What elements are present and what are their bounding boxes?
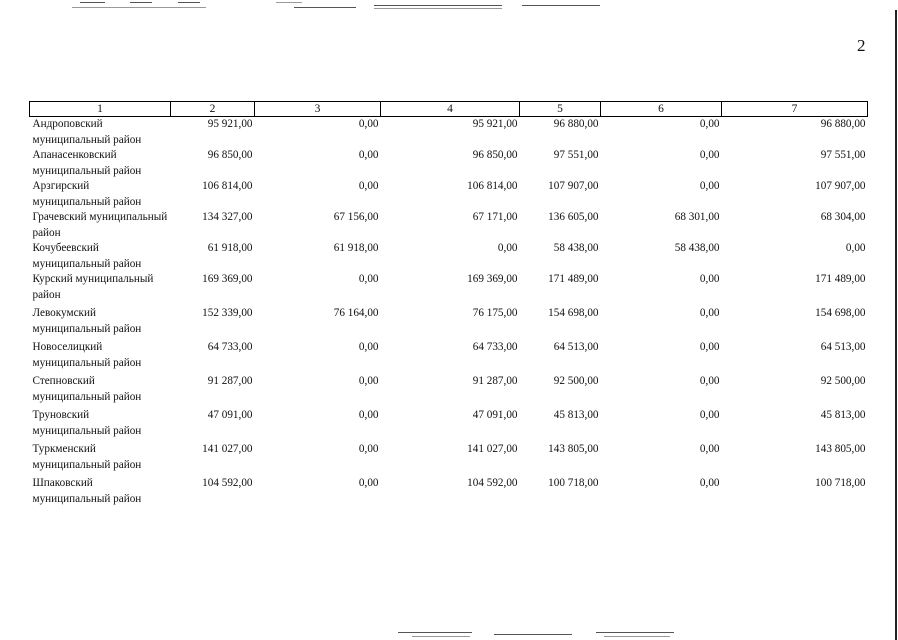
scan-artifact-line (72, 7, 206, 8)
district-name-cell: Грачевский муниципальный район (32, 211, 168, 239)
scan-artifact-line (374, 8, 502, 9)
table-row (30, 442, 868, 476)
value-cell: 58 438,00 (553, 242, 599, 254)
value-cell: 58 438,00 (674, 242, 720, 254)
column-header: 1 (30, 102, 171, 117)
value-cell: 143 805,00 (548, 443, 599, 455)
district-name-cell: Левокумский муниципальный район (32, 307, 142, 335)
value-cell: 0,00 (699, 375, 720, 387)
value-cell: 95 921,00 (472, 118, 518, 130)
table-row (30, 374, 868, 408)
table-row (30, 179, 868, 210)
table-row (30, 210, 868, 241)
value-cell: 0,00 (358, 118, 379, 130)
value-cell: 0,00 (699, 307, 720, 319)
value-cell: 68 301,00 (674, 211, 720, 223)
value-cell: 0,00 (358, 180, 379, 192)
scan-artifact-line (130, 2, 152, 3)
table-row (30, 340, 868, 374)
scan-artifact-line (522, 5, 600, 6)
column-header: 7 (722, 102, 868, 117)
scan-artifact-line (276, 2, 302, 3)
value-cell: 45 813,00 (553, 409, 599, 421)
scan-artifact-line (178, 2, 200, 3)
value-cell: 154 698,00 (815, 307, 866, 319)
value-cell: 0,00 (699, 477, 720, 489)
scan-artifact-line (294, 7, 356, 8)
value-cell: 96 850,00 (472, 149, 518, 161)
value-cell: 136 605,00 (548, 211, 599, 223)
value-cell: 141 027,00 (202, 443, 253, 455)
value-cell: 107 907,00 (548, 180, 599, 192)
value-cell: 96 880,00 (553, 118, 599, 130)
value-cell: 100 718,00 (815, 477, 866, 489)
value-cell: 154 698,00 (548, 307, 599, 319)
district-name-cell: Кочубеевский муниципальный район (32, 242, 142, 270)
scan-artifact-line (494, 634, 572, 635)
value-cell: 76 164,00 (333, 307, 379, 319)
table-row (30, 117, 868, 149)
value-cell: 104 592,00 (202, 477, 253, 489)
value-cell: 104 592,00 (467, 477, 518, 489)
value-cell: 45 813,00 (820, 409, 866, 421)
scan-artifact-line (398, 632, 472, 633)
value-cell: 67 156,00 (333, 211, 379, 223)
district-name-cell: Шпаковский муниципальный район (32, 477, 142, 505)
value-cell: 0,00 (358, 341, 379, 353)
scan-artifact-line (412, 636, 470, 637)
value-cell: 47 091,00 (472, 409, 518, 421)
value-cell: 67 171,00 (472, 211, 518, 223)
table-row (30, 148, 868, 179)
value-cell: 96 880,00 (820, 118, 866, 130)
value-cell: 0,00 (358, 443, 379, 455)
column-header: 5 (520, 102, 601, 117)
value-cell: 61 918,00 (333, 242, 379, 254)
value-cell: 169 369,00 (467, 273, 518, 285)
value-cell: 61 918,00 (207, 242, 253, 254)
value-cell: 68 304,00 (820, 211, 866, 223)
value-cell: 100 718,00 (548, 477, 599, 489)
scan-artifact-line (604, 636, 670, 637)
page-number: 2 (857, 36, 866, 55)
table-header-row (30, 102, 868, 117)
column-header: 2 (171, 102, 255, 117)
budget-table (29, 101, 868, 510)
district-name-cell: Туркменский муниципальный район (32, 443, 142, 471)
value-cell: 64 513,00 (553, 341, 599, 353)
value-cell: 92 500,00 (820, 375, 866, 387)
value-cell: 0,00 (699, 341, 720, 353)
value-cell: 96 850,00 (207, 149, 253, 161)
value-cell: 0,00 (699, 409, 720, 421)
value-cell: 47 091,00 (207, 409, 253, 421)
value-cell: 106 814,00 (467, 180, 518, 192)
district-name-cell: Курский муниципальный район (32, 273, 154, 301)
value-cell: 107 907,00 (815, 180, 866, 192)
district-name-cell: Новоселицкий муниципальный район (32, 341, 142, 369)
value-cell: 0,00 (358, 375, 379, 387)
value-cell: 64 733,00 (207, 341, 253, 353)
scan-artifact-line (596, 632, 674, 633)
value-cell: 171 489,00 (815, 273, 866, 285)
district-name-cell: Степновский муниципальный район (32, 375, 142, 403)
value-cell: 0,00 (699, 443, 720, 455)
value-cell: 169 369,00 (202, 273, 253, 285)
district-name-cell: Труновский муниципальный район (32, 409, 142, 437)
scan-artifact-line (80, 2, 105, 3)
value-cell: 97 551,00 (553, 149, 599, 161)
table-row (30, 272, 868, 306)
value-cell: 91 287,00 (472, 375, 518, 387)
value-cell: 106 814,00 (202, 180, 253, 192)
value-cell: 0,00 (699, 118, 720, 130)
value-cell: 141 027,00 (467, 443, 518, 455)
value-cell: 143 805,00 (815, 443, 866, 455)
value-cell: 97 551,00 (820, 149, 866, 161)
table-row (30, 408, 868, 442)
column-header: 4 (381, 102, 520, 117)
value-cell: 0,00 (358, 273, 379, 285)
value-cell: 64 513,00 (820, 341, 866, 353)
table-row (30, 306, 868, 340)
value-cell: 0,00 (497, 242, 518, 254)
value-cell: 152 339,00 (202, 307, 253, 319)
value-cell: 134 327,00 (202, 211, 253, 223)
value-cell: 0,00 (699, 273, 720, 285)
table-row (30, 476, 868, 510)
scan-edge-mark (895, 10, 897, 640)
column-header: 3 (255, 102, 381, 117)
value-cell: 92 500,00 (553, 375, 599, 387)
value-cell: 0,00 (358, 409, 379, 421)
column-header: 6 (601, 102, 722, 117)
value-cell: 76 175,00 (472, 307, 518, 319)
value-cell: 0,00 (358, 149, 379, 161)
scan-artifact-line (374, 5, 502, 6)
value-cell: 0,00 (699, 149, 720, 161)
table-row (30, 241, 868, 272)
value-cell: 91 287,00 (207, 375, 253, 387)
district-name-cell: Апанасенковский муниципальный район (32, 149, 142, 177)
value-cell: 0,00 (358, 477, 379, 489)
value-cell: 0,00 (699, 180, 720, 192)
value-cell: 64 733,00 (472, 341, 518, 353)
district-name-cell: Арзгирский муниципальный район (32, 180, 142, 208)
value-cell: 171 489,00 (548, 273, 599, 285)
district-name-cell: Андроповский муниципальный район (32, 118, 142, 146)
value-cell: 95 921,00 (207, 118, 253, 130)
value-cell: 0,00 (845, 242, 866, 254)
